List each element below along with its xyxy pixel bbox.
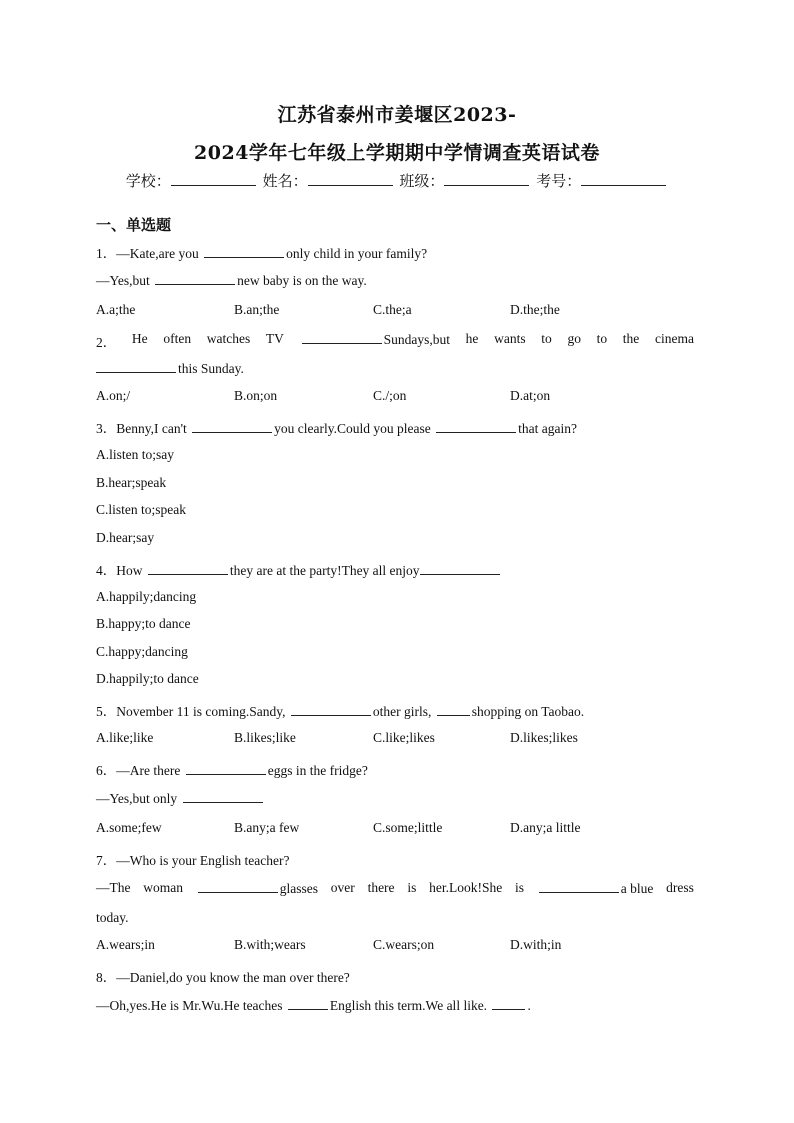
option-d[interactable]: D.with;in: [510, 937, 562, 952]
exam-number-field: 考号：: [536, 170, 668, 191]
exam-title-line2: 2024学年七年级上学期期中学情调查英语试卷: [194, 142, 600, 164]
option-c[interactable]: C.like;likes: [373, 730, 435, 745]
answer-blank[interactable]: [420, 562, 500, 575]
option-d[interactable]: D.likes;likes: [510, 730, 578, 745]
class-blank[interactable]: [444, 171, 529, 186]
answer-blank[interactable]: [302, 331, 382, 344]
question-5: 5．November 11 is coming.Sandy, other girls, shopping on Taobao.: [96, 704, 585, 719]
answer-blank[interactable]: [198, 880, 278, 893]
answer-blank[interactable]: [204, 245, 284, 258]
student-info-line: [0, 170, 794, 191]
option-b[interactable]: B.likes;like: [234, 730, 296, 745]
question-4-option-d[interactable]: D.happily;to dance: [96, 671, 199, 686]
answer-blank[interactable]: [192, 420, 272, 433]
question-6: 6．—Are there eggs in the fridge?: [96, 763, 368, 778]
answer-blank[interactable]: [436, 420, 516, 433]
question-4-option-b[interactable]: B.happy;to dance: [96, 616, 191, 631]
question-3-option-c[interactable]: C.listen to;speak: [96, 502, 186, 517]
answer-blank[interactable]: [186, 762, 266, 775]
option-c[interactable]: C.wears;on: [373, 937, 435, 952]
name-field: 姓名：: [263, 170, 395, 191]
answer-blank[interactable]: [492, 997, 525, 1010]
option-a[interactable]: A.a;the: [96, 302, 136, 317]
question-1-response: —Yes,but new baby is on the way.: [96, 273, 367, 288]
answer-blank[interactable]: [291, 703, 371, 716]
option-a[interactable]: A.some;few: [96, 820, 162, 835]
answer-blank[interactable]: [437, 703, 470, 716]
option-b[interactable]: B.on;on: [234, 388, 278, 403]
question-4-option-a[interactable]: A.happily;dancing: [96, 589, 197, 604]
answer-blank[interactable]: [155, 272, 235, 285]
exam-title-line1: 江苏省泰州市姜堰区2023-: [277, 104, 517, 126]
section-title: 一、单选题: [96, 216, 172, 234]
question-8-response: —Oh,yes.He is Mr.Wu.He teaches English this term.We all like. .: [96, 998, 531, 1013]
question-8: 8．—Daniel,do you know the man over there?: [96, 970, 350, 985]
question-3-option-a[interactable]: A.listen to;say: [96, 447, 174, 462]
question-7: 7．—Who is your English teacher?: [96, 853, 290, 868]
question-7-response: —The woman glasses over there is her.Look!She is a blue dress: [96, 880, 694, 896]
option-d[interactable]: D.any;a little: [510, 820, 581, 835]
option-c[interactable]: C.the;a: [373, 302, 412, 317]
question-1: 1．—Kate,are you only child in your family?: [96, 246, 428, 261]
option-a[interactable]: A.like;like: [96, 730, 154, 745]
class-field: 班级：: [399, 170, 531, 191]
question-3-option-d[interactable]: D.hear;say: [96, 530, 155, 545]
school-field: 学校：: [126, 170, 258, 191]
option-d[interactable]: D.the;the: [510, 302, 560, 317]
question-7-line3: today.: [96, 910, 129, 925]
question-2-line2: this Sunday.: [96, 360, 244, 377]
option-c[interactable]: C.some;little: [373, 820, 443, 835]
question-6-response: —Yes,but only: [96, 790, 265, 807]
answer-blank[interactable]: [96, 360, 176, 373]
option-b[interactable]: B.with;wears: [234, 937, 306, 952]
name-blank[interactable]: [308, 171, 393, 186]
exam-number-blank[interactable]: [581, 171, 666, 186]
question-2: 2． He often watches TV Sundays,but he wants to go to the cinema: [96, 331, 694, 350]
question-4-option-c[interactable]: C.happy;dancing: [96, 644, 188, 659]
option-a[interactable]: A.on;/: [96, 388, 131, 403]
answer-blank[interactable]: [539, 880, 619, 893]
question-3-option-b[interactable]: B.hear;speak: [96, 475, 167, 490]
option-c[interactable]: C./;on: [373, 388, 407, 403]
option-a[interactable]: A.wears;in: [96, 937, 155, 952]
answer-blank[interactable]: [148, 562, 228, 575]
question-3: 3．Benny,I can't you clearly.Could you please that again?: [96, 421, 577, 436]
option-b[interactable]: B.any;a few: [234, 820, 300, 835]
option-d[interactable]: D.at;on: [510, 388, 551, 403]
answer-blank[interactable]: [183, 790, 263, 803]
question-4: 4．How they are at the party!They all enjoy: [96, 559, 502, 579]
school-blank[interactable]: [171, 171, 256, 186]
answer-blank[interactable]: [288, 997, 328, 1010]
option-b[interactable]: B.an;the: [234, 302, 280, 317]
